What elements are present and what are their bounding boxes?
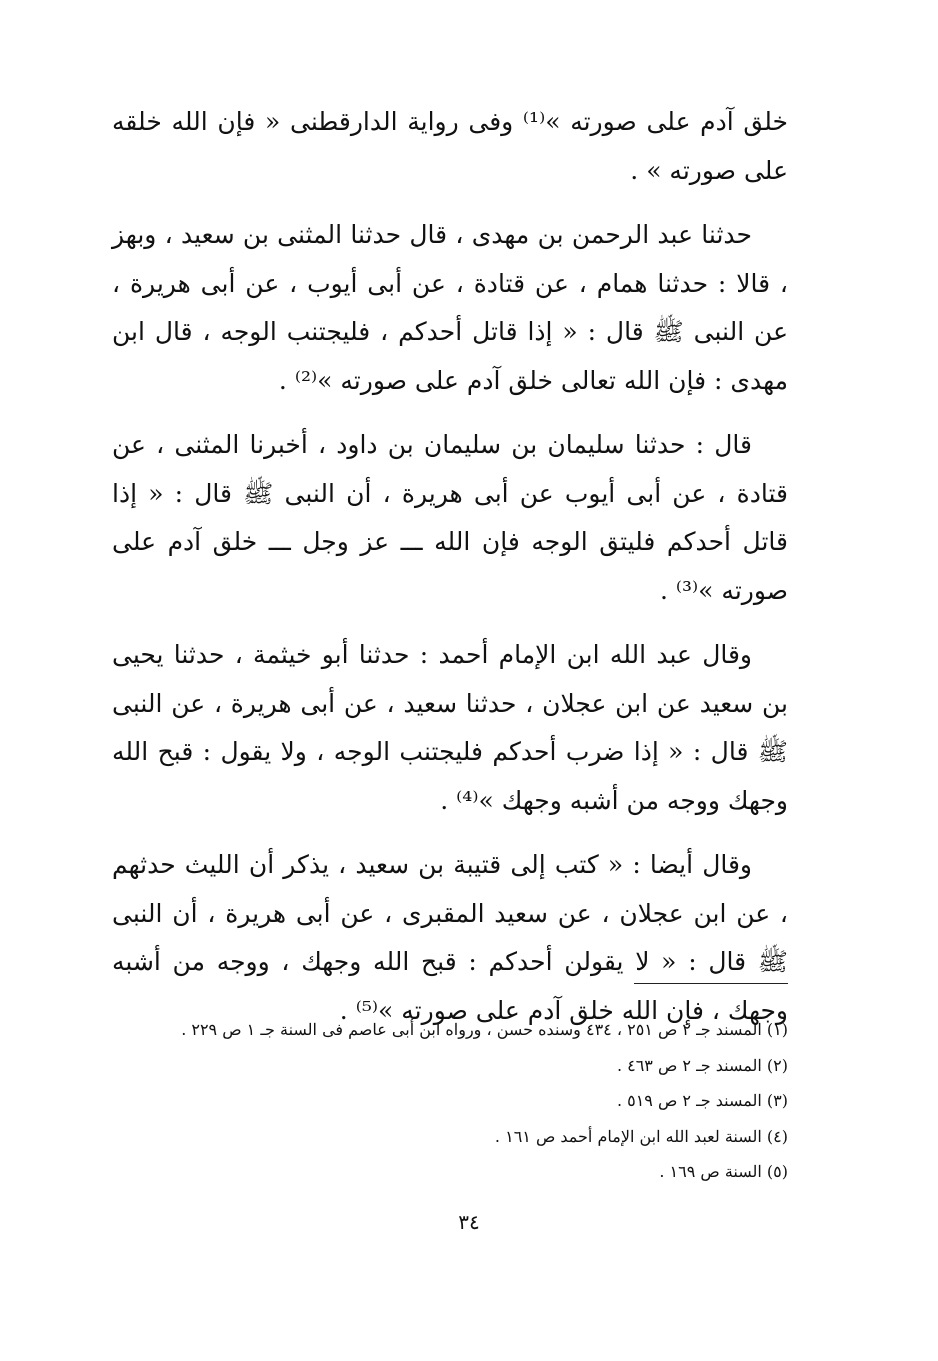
paragraph-1: خلق آدم على صورته »⁽¹⁾ وفى رواية الدارقطنى « فإن الله خلقه على صورته » . bbox=[112, 107, 789, 185]
footnote-2: (٢) المسند جـ ٢ ص ٤٦٣ . bbox=[616, 1055, 788, 1075]
footnote-divider bbox=[634, 983, 788, 984]
footnotes bbox=[112, 1012, 788, 1190]
paragraph-4: وقال عبد الله ابن الإمام أحمد : حدثنا أبو خيثمة ، حدثنا يحيى بن سعيد عن ابن عجلان ، حدثنا سعيد ، عن أبى هريرة ، عن النبى ﷺ قال : « إذا ضرب أحدكم فليجتنب الوجه ، ولا يقول : قبح الله وجهك ووجه من أشبه وجهك »⁽⁴⁾ . bbox=[112, 640, 788, 815]
paragraph-2: حدثنا عبد الرحمن بن مهدى ، قال حدثنا المثنى بن سعيد ، وبهز ، قالا : حدثنا همام ، عن قتادة ، عن أبى أيوب ، عن أبى هريرة ، عن النبى ﷺ قال : « إذا قاتل أحدكم ، فليجتنب الوجه ، قال ابن مهدى : فإن الله تعالى خلق آدم على صورته »⁽²⁾ . bbox=[112, 220, 788, 395]
footnote-1: (١) المسند جـ ٢ ص ٢٥١ ، ٤٣٤ وسنده حسن ، ورواه ابن أبى عاصم فى السنة جـ ١ ص ٢٢٩ . bbox=[181, 1020, 788, 1039]
page-number: ٣٤ bbox=[458, 1210, 480, 1234]
footnote-4: (٤) السنة لعبد الله ابن الإمام أحمد ص ١٦١ . bbox=[494, 1126, 788, 1146]
footnote-3: (٣) المسند جـ ٢ ص ٥١٩ . bbox=[616, 1091, 788, 1110]
paragraph-3: قال : حدثنا سليمان بن سليمان بن داود ، أخبرنا المثنى ، عن قتادة ، عن أبى أيوب عن أبى هريرة ، أن النبى ﷺ قال : « إذا قاتل أحدكم فليتق الوجه فإن الله ـــ عز وجل ـــ خلق آدم على صورته »⁽³⁾ . bbox=[112, 430, 788, 605]
footnote-5: (٥) السنة ص ١٦٩ . bbox=[659, 1162, 788, 1181]
paragraph-5: وقال أيضا : « كتب إلى قتيبة بن سعيد ، يذكر أن الليث حدثهم ، عن ابن عجلان ، عن سعيد المقبرى ، عن أبى هريرة ، أن النبى ﷺ قال : « لا يقولن أحدكم : قبح الله وجهك ، ووجه من أشبه وجهك ، فإن الله خلق آدم على صورته »⁽⁵⁾ . bbox=[112, 850, 788, 1025]
main-text bbox=[112, 98, 788, 1035]
